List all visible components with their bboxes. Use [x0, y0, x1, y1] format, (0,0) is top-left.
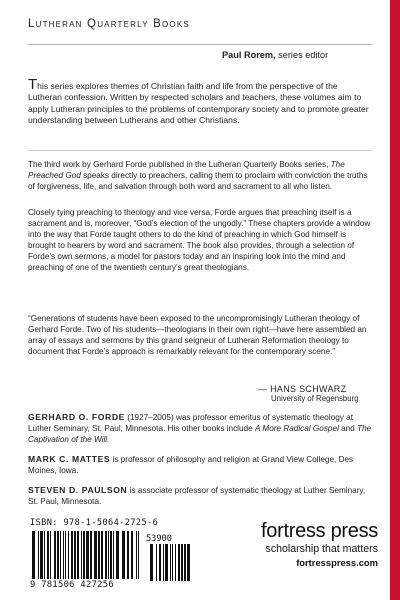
description-text: speaks directly to preachers, calling them to proclaim with conviction the truths of forgiveness, life, and salvation through both word and sacrament to all who listen.	[28, 170, 368, 191]
price-code: 53900	[146, 534, 172, 544]
barcode-bar	[178, 544, 180, 581]
barcode-bar	[74, 531, 76, 579]
series-title: Lutheran Quarterly Books	[28, 18, 190, 30]
barcode-bar	[40, 531, 43, 579]
publisher-logo-text: fortress press	[261, 520, 378, 542]
barcode-bar	[98, 531, 100, 579]
barcode-bar	[131, 531, 133, 579]
barcode-bar	[60, 531, 61, 579]
intro-text: his series explores themes of Christian faith and life from the perspective of the Lutheran confession. Written by respected scholars and teachers, these volumes aim to apply Lutheran principles to the problems of contemporary society and to promote greater understanding between Lutherans and other Christians.	[28, 81, 369, 126]
quote-text: “Generations of students have been exposed to the uncompromisingly Lutheran theology of Gerhard Forde. Two of his students—theologians in their own right—have here assembled an array of essays and sermons by this grand seigneur of Lutheran Reformation theology to document that Forde’s approach is remarkably relevant for the contemporary scene.”	[28, 314, 367, 356]
barcode-bar	[187, 544, 190, 581]
bio-mattes	[28, 454, 372, 476]
description-paragraph-1	[28, 160, 372, 193]
barcode-bar	[47, 531, 49, 579]
barcode-bar	[156, 544, 157, 581]
barcode-bar	[150, 544, 153, 581]
endorsement-attribution	[258, 384, 378, 403]
book-title: The Preached God	[28, 160, 345, 180]
barcode-bar	[81, 531, 82, 579]
editor-role: series editor	[278, 50, 329, 60]
barcode-bar	[32, 531, 35, 579]
barcode-bar	[127, 531, 129, 579]
series-editor	[222, 50, 328, 60]
barcode-bar	[54, 531, 56, 579]
series-intro	[28, 76, 372, 127]
barcode-bar	[110, 531, 112, 579]
endorser-name: — HANS SCHWARZ	[258, 384, 347, 394]
ean-digits: 9 781506 427256	[30, 580, 114, 590]
barcode-bar	[44, 531, 45, 579]
publisher-block	[248, 520, 378, 569]
section-divider	[28, 150, 372, 151]
author-name: STEVEN D. PAULSON	[28, 485, 128, 495]
red-edge-bar	[390, 0, 400, 600]
header-rule	[28, 44, 372, 45]
barcode-bar	[116, 531, 119, 579]
barcode-bar	[184, 544, 186, 581]
intro-dropcap: T	[28, 76, 38, 93]
barcode-bar	[65, 531, 66, 579]
barcode-bar	[57, 531, 59, 579]
bio-text: and	[338, 424, 358, 433]
barcode-bar	[105, 531, 107, 579]
publisher-tagline: scholarship that matters	[265, 543, 378, 555]
isbn-barcode	[30, 518, 210, 590]
barcode-bar	[94, 531, 97, 579]
barcode-bar	[172, 544, 173, 581]
publisher-url: fortresspress.com	[296, 557, 378, 568]
author-name: MARK C. MATTES	[28, 454, 111, 464]
description-paragraph-2	[28, 208, 372, 273]
editor-name: Paul Rorem,	[222, 50, 276, 60]
barcode-bar	[71, 531, 73, 579]
series-header	[28, 18, 372, 30]
barcode-bar	[77, 531, 79, 579]
price-barcode-bars	[148, 544, 192, 581]
barcode-bar	[101, 531, 103, 579]
bio-text: is professor of philosophy and religion at Grand View College, Des Moines, Iowa.	[28, 455, 354, 475]
description-text: The third work by Gerhard Forde published in the Lutheran Quarterly Books series,	[28, 160, 331, 169]
endorsement-quote	[28, 314, 372, 358]
book-title: The Captivation of the Will.	[28, 424, 372, 444]
bio-forde	[28, 412, 372, 445]
barcode-bar	[63, 531, 64, 579]
barcode-bar	[138, 531, 139, 579]
barcode-bar	[113, 531, 114, 579]
barcode-bar	[122, 531, 125, 579]
isbn-label: ISBN: 978-1-5064-2725-6	[30, 518, 159, 528]
barcode-bar	[159, 544, 161, 581]
barcode-bar	[163, 544, 164, 581]
barcode-bar	[83, 531, 85, 579]
bio-text: is associate professor of systematic theology at Luther Seminary, St. Paul, Minnesota.	[28, 486, 366, 506]
author-name: GERHARD O. FORDE	[28, 412, 125, 422]
barcode-bar	[50, 531, 51, 579]
barcode-bar	[90, 531, 92, 579]
barcode-bar	[181, 544, 183, 581]
description-text: Closely tying preaching to theology and vice versa, Forde argues that preaching itself is a sacrament and is, moreover, “God’s election of the ungodly.” These chapters provide a window into the way that Forde taught others to do the kind of preaching in which God himself is brought to hearers by word and sacrament. The book also provides, through a selection of Forde’s own sermons, a model for pastors today and an inspiring look into the mind and preaching of one of the twentieth century’s great theologians.	[28, 208, 371, 272]
barcode-bar	[108, 531, 109, 579]
barcode-bar	[136, 531, 137, 579]
barcode-bar	[68, 531, 69, 579]
bio-text: (1927–2005) was professor emeritus of systematic theology at Luther Seminary, St. Paul, Minnesota. His other books include	[28, 413, 353, 433]
barcode-bar	[165, 544, 168, 581]
barcode-bars	[30, 531, 142, 581]
barcode-bar	[86, 531, 89, 579]
endorser-institution: University of Regensburg	[271, 394, 359, 403]
barcode-bar	[38, 531, 39, 579]
bio-paulson	[28, 485, 372, 507]
barcode-bar	[170, 544, 171, 581]
barcode-bar	[175, 544, 176, 581]
book-title: A More Radical Gospel	[254, 424, 339, 433]
